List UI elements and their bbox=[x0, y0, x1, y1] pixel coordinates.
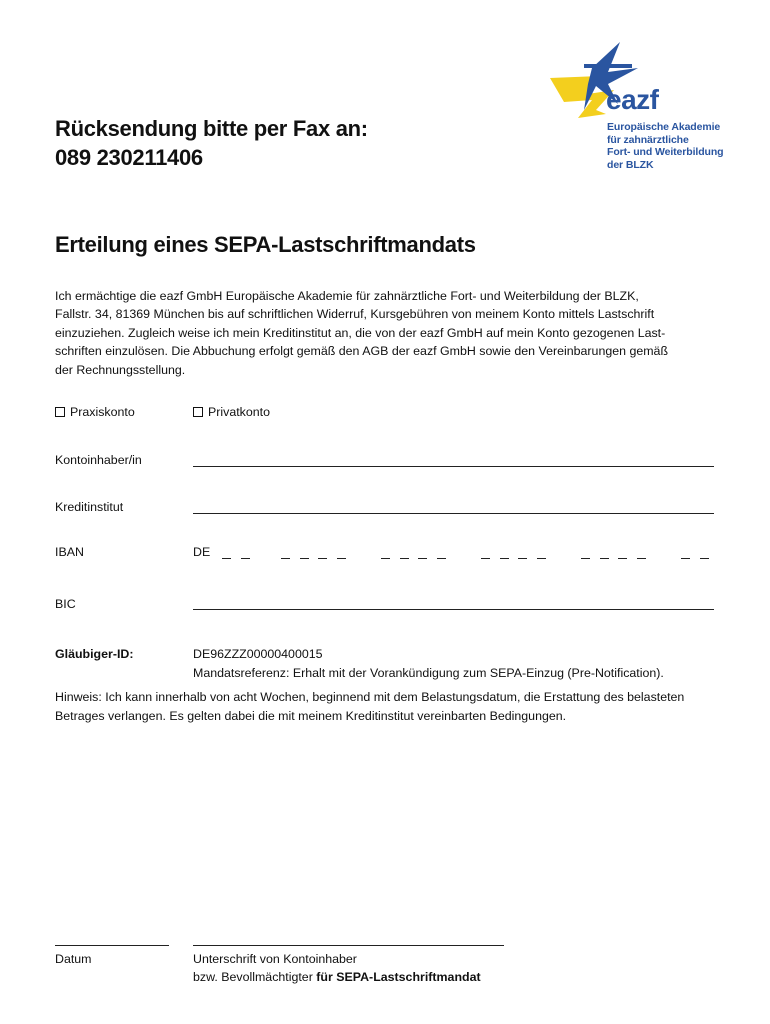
logo-sub-line: der BLZK bbox=[607, 158, 654, 171]
iban-digit-slot[interactable] bbox=[481, 558, 490, 559]
iban-label: IBAN bbox=[55, 545, 84, 559]
mandate-reference: Mandatsreferenz: Erhalt mit der Vorankündigung zum SEPA-Einzug (Pre-Notification). bbox=[193, 666, 664, 680]
iban-digit-slot[interactable] bbox=[581, 558, 590, 559]
signature-caption-prefix: bzw. Bevollmächtigter bbox=[193, 970, 317, 984]
iban-digit-slot[interactable] bbox=[700, 558, 709, 559]
logo-sub-line: Europäische Akademie bbox=[607, 121, 721, 133]
kreditinstitut-label: Kreditinstitut bbox=[55, 500, 124, 514]
bic-field[interactable] bbox=[193, 609, 714, 610]
iban-digit-slot[interactable] bbox=[618, 558, 627, 559]
iban-digit-slot[interactable] bbox=[300, 558, 309, 559]
iban-digit-slot[interactable] bbox=[318, 558, 327, 559]
iban-digit-slot[interactable] bbox=[241, 558, 250, 559]
paragraph-line: Fallstr. 34, 81369 München bis auf schriftlichen Widerruf, Kursgebühren von meinem Konto mittels Lastschrift bbox=[55, 307, 655, 322]
paragraph-line: der Rechnungsstellung. bbox=[55, 362, 186, 377]
iban-digit-slot[interactable] bbox=[437, 558, 446, 559]
iban-country-prefix: DE bbox=[193, 545, 211, 559]
paragraph-line: einzuziehen. Zugleich weise ich mein Kreditinstitut an, die von der eazf GmbH auf mein Konto gezogenen Last- bbox=[55, 325, 666, 340]
signature-caption bbox=[193, 950, 481, 986]
iban-digit-slot[interactable] bbox=[500, 558, 509, 559]
paragraph-line: Ich ermächtige die eazf GmbH Europäische Akademie für zahnärztliche Fort- und Weiterbildung der BLZK, bbox=[55, 289, 639, 303]
date-line[interactable] bbox=[55, 945, 169, 946]
checkbox-label: Privatkonto bbox=[208, 405, 270, 419]
bic-label: BIC bbox=[55, 597, 76, 611]
iban-digit-slot[interactable] bbox=[222, 558, 231, 559]
logo-sub-line: Fort- und Weiterbildung bbox=[607, 146, 724, 158]
logo-wordmark: eazf bbox=[606, 84, 659, 115]
fax-number: 089 230211406 bbox=[55, 145, 203, 170]
checkbox-label: Praxiskonto bbox=[70, 405, 135, 419]
iban-digit-slot[interactable] bbox=[281, 558, 290, 559]
checkbox-privatkonto[interactable] bbox=[193, 405, 270, 419]
iban-digit-slot[interactable] bbox=[381, 558, 390, 559]
iban-digit-slot[interactable] bbox=[337, 558, 346, 559]
creditor-block bbox=[193, 645, 664, 683]
signature-caption-line2 bbox=[193, 968, 481, 986]
iban-digit-slot[interactable] bbox=[681, 558, 690, 559]
logo-subtitle bbox=[607, 121, 724, 171]
signature-caption-line1: Unterschrift von Kontoinhaber bbox=[193, 952, 357, 966]
hint-line: Betrages verlangen. Es gelten dabei die mit meinem Kreditinstitut vereinbarten Bedingungen. bbox=[55, 709, 567, 723]
kreditinstitut-field[interactable] bbox=[193, 513, 714, 514]
iban-digit-slot[interactable] bbox=[637, 558, 646, 559]
creditor-id: DE96ZZZ00000400015 bbox=[193, 647, 323, 661]
checkbox-square-icon[interactable] bbox=[193, 407, 203, 417]
document-title: Erteilung eines SEPA-Lastschriftmandats bbox=[55, 232, 476, 257]
iban-digit-slot[interactable] bbox=[400, 558, 409, 559]
logo-sub-line: für zahnärztliche bbox=[607, 133, 689, 146]
hint-paragraph bbox=[55, 688, 725, 726]
mandate-paragraph bbox=[55, 287, 715, 379]
fax-heading bbox=[55, 114, 368, 172]
creditor-id-label: Gläubiger-ID: bbox=[55, 647, 134, 661]
kontoinhaber-label: Kontoinhaber/in bbox=[55, 453, 142, 467]
signature-caption-bold: für SEPA-Lastschriftmandat bbox=[316, 970, 481, 984]
iban-digit-slot[interactable] bbox=[537, 558, 546, 559]
kontoinhaber-field[interactable] bbox=[193, 466, 714, 467]
hint-line: Hinweis: Ich kann innerhalb von acht Wochen, beginnend mit dem Belastungsdatum, die Erstattung des belasteten bbox=[55, 690, 685, 704]
iban-digit-slot[interactable] bbox=[418, 558, 427, 559]
checkbox-praxiskonto[interactable] bbox=[55, 405, 135, 419]
signature-line[interactable] bbox=[193, 945, 504, 946]
iban-digit-slot[interactable] bbox=[600, 558, 609, 559]
paragraph-line: schriften einzulösen. Die Abbuchung erfolgt gemäß den AGB der eazf GmbH sowie den Vereinbarungen gemäß bbox=[55, 344, 669, 359]
date-label: Datum bbox=[55, 952, 92, 966]
fax-instruction: Rücksendung bitte per Fax an: bbox=[55, 116, 368, 141]
checkbox-square-icon[interactable] bbox=[55, 407, 65, 417]
iban-digit-slot[interactable] bbox=[518, 558, 527, 559]
